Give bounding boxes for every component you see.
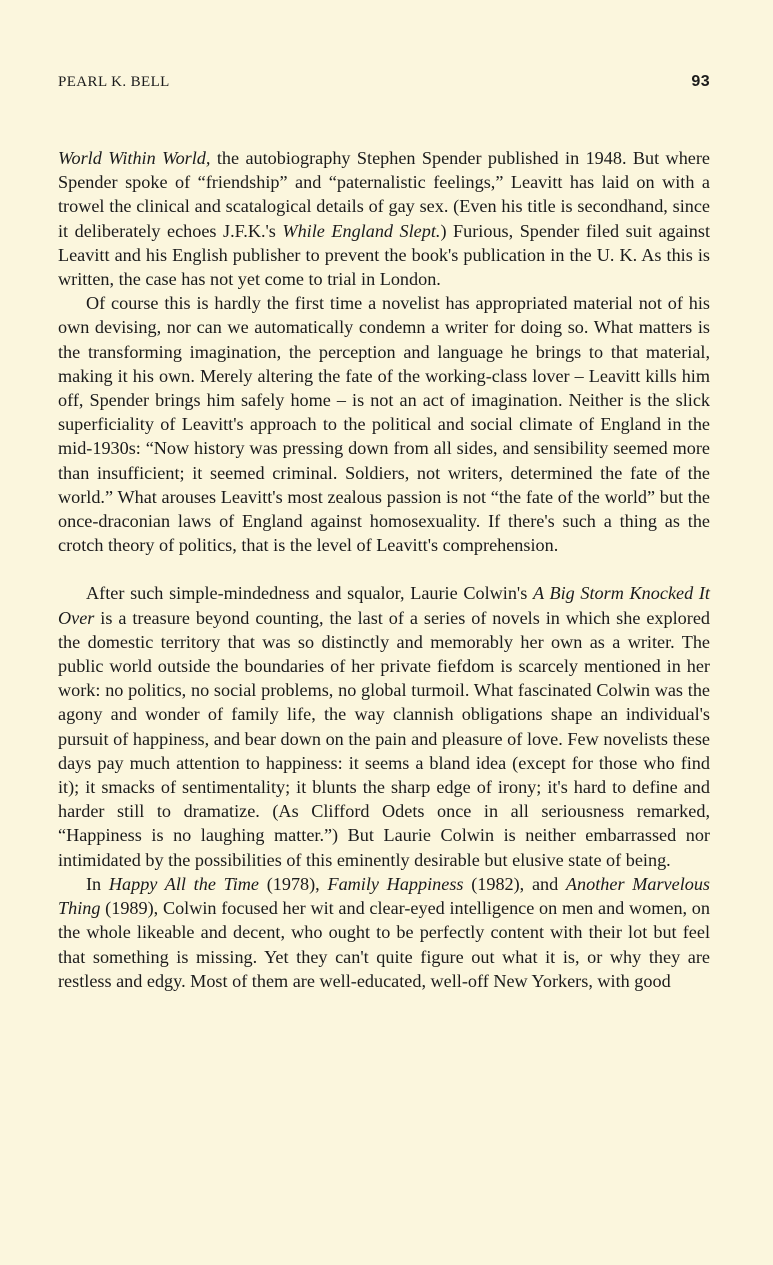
book-title: World Within World, [58,148,211,168]
paragraph [58,291,710,557]
book-title: Happy All the Time [108,873,259,894]
book-title: Another Marvelous Thing [58,873,711,919]
page-number: 93 [691,73,710,90]
paragraph [58,872,710,993]
book-title: A Big Storm Knocked It Over [58,583,710,628]
body-text [58,146,710,993]
book-title: Family Happiness [327,873,464,894]
page-header [58,74,710,98]
paragraph [58,581,710,871]
text-run: is a treasure beyond counting, the last of a series of novels in which she explored the domestic territory that was so distinctly and memorably her own as a writer. The public world outside the boundaries of her private fiefdom is scarcely mentioned in her work: no politics, no social problems, no global turmoil. What fascinated Colwin was the agony and wonder of family life, the way clannish obligations shape an individual's pursuit of happiness, and bear down on the pain and pleasure of love. Few novelists these days pay much attention to happiness: it seems a bland idea (except for those who find it); it smacks of sentimentality; it blunts the sharp edge of irony; it's hard to define and harder still to dramatize. (As Clifford Odets once in all seriousness remarked, “Happiness is no laughing matter.”) But Laurie Colwin is neither embarrassed nor intimidated by the possibilities of this eminently desirable but elusive state of being. [58,607,710,870]
text-run: Of course this is hardly the first time a novelist has appropriated material not of his own devising, nor can we automatically condemn a writer for doing so. What matters is the transforming imagination, the perception and language he brings to that material, making it his own. Merely altering the fate of the working-class lover – Leavitt kills him off, Spender brings him safely home – is not an act of imagination. Neither is the slick superficiality of Leavitt's approach to the political and social climate of England in the mid-1930s: “Now history was pressing down from all sides, and sensibility seemed more than insufficient; it seemed criminal. Soldiers, not writers, determined the fate of the world.” What arouses Leavitt's most zealous passion is not “the fate of the world” but the once-draconian laws of England against homosexuality. If there's such a thing as the crotch theory of politics, that is the level of Leavitt's comprehension. [58,293,710,556]
text-run: (1989), Colwin focused her wit and clear-eyed intelligence on men and women, on the whole likeable and decent, who ought to be perfectly content with their lot but feel that something is missing. Yet they can't quite figure out what it is, or why they are restless and edgy. Most of them are well-educated, well-off New Yorkers, with good [58,898,710,991]
paragraph [58,146,710,291]
text-run: ) Furious, Spender filed suit against Leavitt and his English publisher to prevent the book's publication in the U. K. As this is written, the case has not yet come to trial in London. [58,220,711,290]
text-run: (1978), [258,873,328,894]
running-head: PEARL K. BELL [58,74,170,90]
text-run: After such simple-mindedness and squalor, Laurie Colwin's [86,583,533,604]
text-run: In [86,873,109,894]
text-run: (1982), and [463,873,566,894]
book-title: While England Slept. [282,220,441,241]
text-run: the autobiography Stephen Spender published in 1948. But where Spender spoke of “friendship” and “paternalistic feelings,” Leavitt has laid on with a trowel the clinical and scatalogical details of gay sex. (Even his title is secondhand, since it deliberately echoes J.F.K.'s [58,148,710,241]
